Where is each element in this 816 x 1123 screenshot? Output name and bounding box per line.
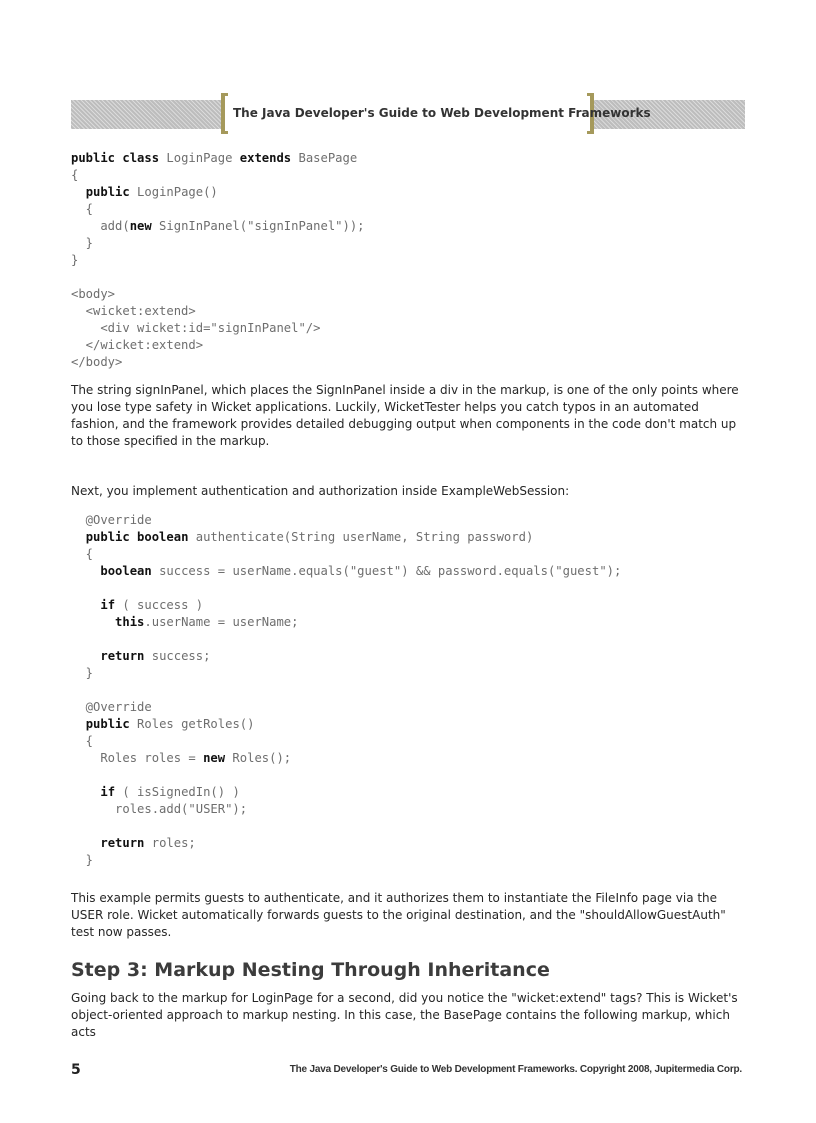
code-keyword: if (100, 785, 116, 799)
code-keyword: public (85, 717, 130, 731)
code-line (71, 355, 122, 369)
code-text: roles; (144, 836, 196, 850)
paragraph-next-step: Next, you implement authentication and authorization inside ExampleWebSession: (71, 484, 570, 498)
code-text (71, 185, 86, 199)
code-text: <body> (71, 287, 116, 301)
code-line (71, 853, 93, 867)
code-line (71, 700, 152, 714)
code-line (71, 151, 357, 165)
paragraph-guest-auth: This example permits guests to authenticate, and it authorizes them to instantiate the FileInfo page via the USER role. Wicket automatically forwards guests to the original destination, and the "shouldAllowGuestAuth" test now passes. (71, 891, 726, 939)
code-text: { (71, 202, 94, 216)
code-text: } (71, 666, 94, 680)
code-line (71, 598, 203, 612)
code-block-web-session (71, 512, 621, 869)
code-text: add( (71, 219, 130, 233)
code-keyword: if (100, 598, 116, 612)
code-text: Roles(); (225, 751, 292, 765)
code-line (71, 802, 247, 816)
code-text: SignInPanel("signInPanel")); (151, 219, 365, 233)
code-line (71, 185, 218, 199)
code-text (71, 615, 115, 629)
page-number: 5 (71, 1062, 81, 1078)
code-text: @Override (71, 700, 152, 714)
code-keyword: extends (239, 151, 292, 165)
code-line (71, 202, 93, 216)
code-text: { (71, 547, 94, 561)
code-block-login-page (71, 150, 365, 371)
code-line (71, 615, 298, 629)
paragraph-markup-nesting: Going back to the markup for LoginPage for a second, did you notice the "wicket:extend" tags? This is Wicket's object-oriented approach to markup nesting. In this case, the BasePage contains the following markup, which acts (71, 991, 738, 1039)
code-text: Roles roles = (71, 751, 204, 765)
code-keyword: public boolean (85, 530, 189, 544)
code-line (71, 649, 210, 663)
code-line (71, 253, 78, 267)
code-keyword: public class (71, 151, 160, 165)
code-keyword: return (100, 836, 145, 850)
code-keyword: boolean (100, 564, 152, 578)
code-keyword: public (85, 185, 130, 199)
code-text (71, 564, 100, 578)
code-keyword: return (100, 649, 145, 663)
code-line (71, 751, 291, 765)
code-text: ( isSignedIn() ) (115, 785, 240, 799)
code-keyword: new (203, 751, 226, 765)
code-text: </body> (71, 355, 123, 369)
code-text: LoginPage (159, 151, 240, 165)
code-text: success; (144, 649, 211, 663)
code-text: .userName = userName; (144, 615, 299, 629)
code-text: success = userName.equals("guest") && password.equals("guest"); (151, 564, 622, 578)
code-text: LoginPage() (129, 185, 218, 199)
code-line (71, 219, 365, 233)
code-text: ( success ) (115, 598, 204, 612)
footer-copyright: The Java Developer's Guide to Web Development Frameworks. Copyright 2008, Jupitermedia Corp. (289, 1064, 742, 1075)
code-text: roles.add("USER"); (71, 802, 248, 816)
code-text: @Override (71, 513, 152, 527)
code-text (71, 598, 100, 612)
code-text: </wicket:extend> (71, 338, 204, 352)
code-line (71, 338, 203, 352)
code-text: <div wicket:id="signInPanel"/> (71, 321, 321, 335)
code-keyword: new (129, 219, 152, 233)
code-line (71, 734, 93, 748)
code-line (71, 785, 240, 799)
code-text (71, 649, 100, 663)
code-text (71, 785, 100, 799)
code-line (71, 564, 621, 578)
code-line (71, 168, 78, 182)
code-line (71, 530, 533, 544)
code-text: } (71, 253, 79, 267)
left-bracket (221, 93, 228, 134)
header-title: The Java Developer's Guide to Web Development Frameworks (233, 106, 651, 120)
code-text: { (71, 168, 79, 182)
code-line (71, 666, 93, 680)
code-line (71, 287, 115, 301)
code-text: { (71, 734, 94, 748)
paragraph-sign-in-panel: The string signInPanel, which places the SignInPanel inside a div in the markup, is one of the only points where you lose type safety in Wicket applications. Luckily, WicketTester helps you catch typos in an automated fashion, and the framework provides detailed debugging output when components in the code don't match up to those specified in the markup. (71, 383, 739, 448)
code-text (71, 717, 86, 731)
code-text: <wicket:extend> (71, 304, 196, 318)
code-text (71, 836, 100, 850)
code-line (71, 321, 320, 335)
code-text: } (71, 236, 94, 250)
code-line (71, 836, 196, 850)
section-heading: Step 3: Markup Nesting Through Inheritance (71, 959, 550, 981)
code-line (71, 236, 93, 250)
code-line (71, 547, 93, 561)
code-line (71, 717, 254, 731)
code-text (71, 530, 86, 544)
code-keyword: this (115, 615, 145, 629)
code-text: Roles getRoles() (129, 717, 255, 731)
code-line (71, 513, 152, 527)
code-text: } (71, 853, 94, 867)
code-text: BasePage (291, 151, 358, 165)
code-line (71, 304, 196, 318)
code-text: authenticate(String userName, String password) (188, 530, 534, 544)
